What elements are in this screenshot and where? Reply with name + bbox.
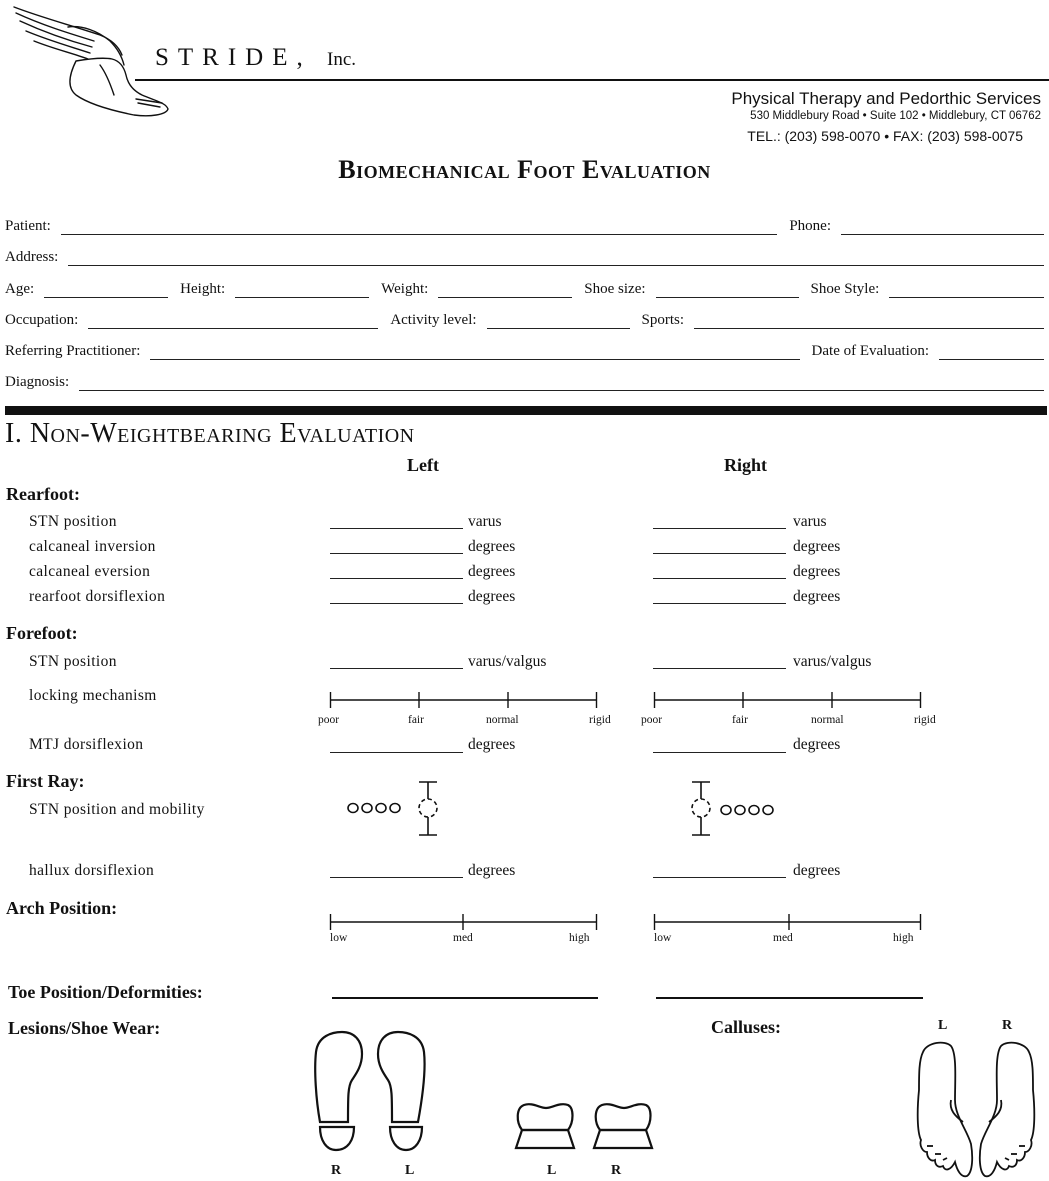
section-title: I. Non-Weightbearing Evaluation	[5, 418, 415, 449]
locking-left-poor: poor	[318, 714, 340, 726]
foot-plantar-left-icon[interactable]	[915, 1040, 977, 1180]
phone-field[interactable]	[841, 220, 1044, 235]
forefoot-stn-left-unit: varus/valgus	[468, 653, 547, 670]
weight-field[interactable]	[438, 283, 572, 298]
first-ray-stn-label: STN position and mobility	[29, 801, 205, 818]
locking-scale-left[interactable]	[330, 690, 598, 710]
rearfoot-left-field[interactable]	[330, 553, 463, 554]
address-label: Address:	[5, 249, 59, 265]
rearfoot-left-field[interactable]	[330, 578, 463, 579]
age-label: Age:	[5, 281, 35, 297]
company-services: Physical Therapy and Pedorthic Services	[731, 89, 1041, 108]
first-ray-left-diagram-icon[interactable]	[345, 780, 445, 840]
mtj-right-field[interactable]	[653, 752, 786, 753]
rearfoot-left-field[interactable]	[330, 603, 463, 604]
activity-level-field[interactable]	[487, 314, 630, 329]
right-column-header: Right	[724, 455, 768, 475]
shoe-size-label: Shoe size:	[584, 281, 646, 297]
hallux-left-field[interactable]	[330, 877, 463, 878]
rearfoot-left-field[interactable]	[330, 528, 463, 529]
diagnosis-label: Diagnosis:	[5, 374, 70, 390]
arch-position-heading: Arch Position:	[6, 898, 118, 918]
hallux-right-field[interactable]	[653, 877, 786, 878]
rearfoot-left-unit: varus	[468, 513, 502, 530]
lesions-shoe-wear-heading: Lesions/Shoe Wear:	[8, 1018, 161, 1038]
shoe-style-field[interactable]	[889, 283, 1044, 298]
heel-right-icon[interactable]	[592, 1100, 654, 1152]
patient-label: Patient:	[5, 218, 51, 234]
rearfoot-right-unit: degrees	[793, 563, 841, 580]
heel-label-l: L	[547, 1163, 557, 1178]
forefoot-stn-right-field[interactable]	[653, 668, 786, 669]
date-of-evaluation-label: Date of Evaluation:	[811, 343, 929, 359]
diagnosis-field[interactable]	[79, 376, 1044, 391]
company-suffix: Inc.	[327, 49, 357, 70]
forefoot-stn-label: STN position	[29, 653, 117, 670]
rearfoot-right-unit: varus	[793, 513, 827, 530]
demographics-row	[5, 278, 1044, 298]
mtj-left-unit: degrees	[468, 736, 516, 753]
company-info	[731, 89, 1041, 148]
callus-label-r: R	[1002, 1018, 1013, 1033]
heel-label-r: R	[611, 1163, 622, 1178]
address-field[interactable]	[68, 251, 1044, 266]
height-field[interactable]	[235, 283, 369, 298]
patient-field[interactable]	[61, 220, 778, 235]
mtj-left-field[interactable]	[330, 752, 463, 753]
winged-foot-icon	[10, 3, 170, 118]
age-field[interactable]	[44, 283, 168, 298]
arch-right-med: med	[773, 932, 793, 944]
rearfoot-right-field[interactable]	[653, 553, 786, 554]
weight-label: Weight:	[381, 281, 429, 297]
toe-left-field[interactable]	[332, 997, 598, 999]
shoe-sole-left-icon[interactable]	[374, 1030, 430, 1154]
occupation-row	[5, 309, 1044, 329]
locking-left-normal: normal	[486, 714, 519, 726]
locking-scale-right[interactable]	[654, 690, 922, 710]
date-of-evaluation-field[interactable]	[939, 345, 1044, 360]
occupation-label: Occupation:	[5, 312, 79, 328]
arch-right-low: low	[654, 932, 672, 944]
arch-left-high: high	[569, 932, 590, 944]
form-title: Biomechanical Foot Evaluation	[338, 155, 711, 184]
shoe-sole-right-icon[interactable]	[312, 1030, 364, 1154]
arch-left-low: low	[330, 932, 348, 944]
company-contact: TEL.: (203) 598-0070 • FAX: (203) 598-0075	[747, 128, 1023, 144]
rearfoot-left-unit: degrees	[468, 588, 516, 605]
referring-practitioner-label: Referring Practitioner:	[5, 343, 141, 359]
shoe-style-label: Shoe Style:	[810, 281, 880, 297]
toe-right-field[interactable]	[656, 997, 923, 999]
sole-label-l: L	[405, 1163, 415, 1178]
toe-position-heading: Toe Position/Deformities:	[8, 982, 203, 1002]
left-column-header: Left	[407, 455, 439, 475]
rearfoot-right-unit: degrees	[793, 588, 841, 605]
rearfoot-heading: Rearfoot:	[6, 484, 80, 504]
rearfoot-right-field[interactable]	[653, 528, 786, 529]
heel-left-icon[interactable]	[514, 1100, 576, 1152]
mtj-dorsiflexion-label: MTJ dorsiflexion	[29, 736, 144, 753]
locking-left-fair: fair	[408, 714, 424, 726]
occupation-field[interactable]	[88, 314, 378, 329]
forefoot-stn-right-unit: varus/valgus	[793, 653, 872, 670]
rearfoot-right-field[interactable]	[653, 578, 786, 579]
company-address: 530 Middlebury Road • Suite 102 • Middlebury, CT 06762	[750, 110, 1041, 122]
address-row	[5, 246, 1044, 266]
arch-left-med: med	[453, 932, 473, 944]
rearfoot-right-field[interactable]	[653, 603, 786, 604]
referring-practitioner-field[interactable]	[150, 345, 799, 360]
rearfoot-item-label: calcaneal inversion	[29, 538, 156, 555]
arch-right-high: high	[893, 932, 914, 944]
first-ray-heading: First Ray:	[6, 771, 85, 791]
sports-label: Sports:	[641, 312, 685, 328]
locking-right-poor: poor	[641, 714, 663, 726]
rearfoot-item-label: rearfoot dorsiflexion	[29, 588, 166, 605]
sole-label-r: R	[331, 1163, 342, 1178]
rearfoot-left-unit: degrees	[468, 563, 516, 580]
hallux-right-unit: degrees	[793, 862, 841, 879]
rearfoot-item-label: STN position	[29, 513, 117, 530]
hallux-dorsiflexion-label: hallux dorsiflexion	[29, 862, 155, 879]
locking-right-fair: fair	[732, 714, 748, 726]
rearfoot-item-label: calcaneal eversion	[29, 563, 151, 580]
first-ray-right-diagram-icon[interactable]	[690, 780, 790, 840]
company-logo-text	[155, 44, 356, 72]
rearfoot-left-unit: degrees	[468, 538, 516, 555]
hallux-left-unit: degrees	[468, 862, 516, 879]
shoe-size-field[interactable]	[656, 283, 799, 298]
height-label: Height:	[180, 281, 226, 297]
sports-field[interactable]	[694, 314, 1044, 329]
locking-mechanism-label: locking mechanism	[29, 687, 157, 704]
locking-left-rigid: rigid	[589, 714, 611, 726]
locking-right-rigid: rigid	[914, 714, 936, 726]
mtj-right-unit: degrees	[793, 736, 841, 753]
activity-level-label: Activity level:	[390, 312, 477, 328]
patient-row	[5, 215, 1044, 235]
diagnosis-row	[5, 371, 1044, 391]
forefoot-heading: Forefoot:	[6, 623, 78, 643]
calluses-heading: Calluses:	[711, 1017, 782, 1037]
header-rule	[135, 79, 1049, 81]
section-divider	[5, 406, 1047, 415]
company-name: STRIDE,	[155, 44, 312, 71]
forefoot-stn-left-field[interactable]	[330, 668, 463, 669]
locking-right-normal: normal	[811, 714, 844, 726]
foot-plantar-right-icon[interactable]	[975, 1040, 1037, 1180]
arch-scale-right[interactable]	[654, 912, 922, 932]
callus-label-l: L	[938, 1018, 948, 1033]
referring-row	[5, 340, 1044, 360]
arch-scale-left[interactable]	[330, 912, 598, 932]
rearfoot-right-unit: degrees	[793, 538, 841, 555]
phone-label: Phone:	[789, 218, 831, 234]
